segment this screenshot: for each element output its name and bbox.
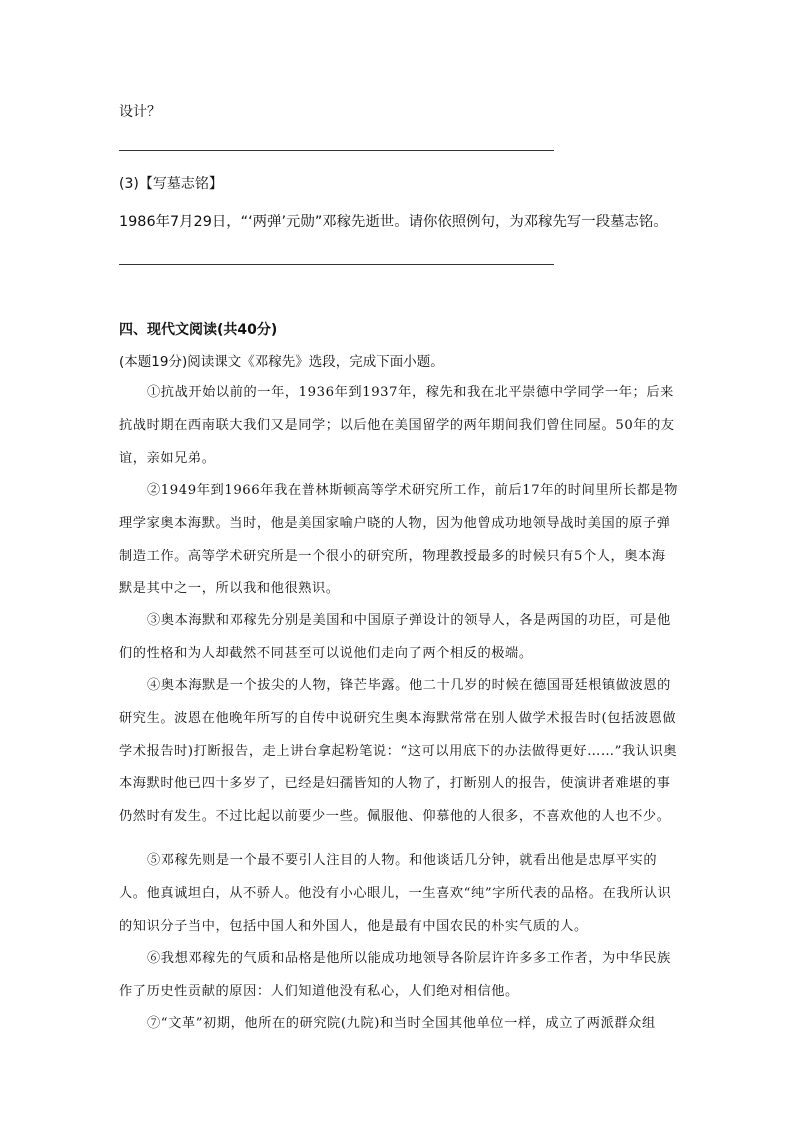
answer-line-1[interactable] bbox=[119, 150, 554, 151]
section-4-title: 四、现代文阅读(共40分) bbox=[119, 322, 278, 338]
passage-paragraph-3: ③奥本海默和邓稼先分别是美国和中国原子弹设计的领导人，各是两国的功臣，可是他们的性格和为人却截然不同甚至可以说他们走向了两个相反的极端。 bbox=[119, 613, 671, 661]
passage-paragraph-5: ⑤邓稼先则是一个最不要引人注目的人物。和他谈话几分钟，就看出他是忠厚平实的人。他真诚坦白，从不骄人。他没有小心眼儿，一生喜欢“纯”字所代表的品格。在我所认识的知识分子当中，包括中国人和外国人，他是最有中国农民的朴实气质的人。 bbox=[119, 853, 672, 934]
passage-paragraph-4: ④奥本海默是一个拔尖的人物，锋芒毕露。他二十几岁的时候在德国哥廷根镇做波恩的研究生。波恩在他晚年所写的自传中说研究生奥本海默常常在别人做学术报告时(包括波恩做学术报告时)打断报告，走上讲台拿起粉笔说：“这可以用底下的办法做得更好……”我认识奥本海默时他已四十多岁了，已经是妇孺皆知的人物了，打断别人的报告，使演讲者难堪的事仍然时有发生。不过比起以前要少一些。佩服他、仰慕他的人很多，不喜欢他的人也不少。 bbox=[119, 678, 678, 825]
section-4-instruction: (本题19分)阅读课文《邓稼先》选段，完成下面小题。 bbox=[119, 354, 444, 370]
question-tail: 设计？ bbox=[119, 104, 161, 120]
passage-paragraph-7: ⑦“文革”初期，他所在的研究院(九院)和当时全国其他单位一样，成立了两派群众组 bbox=[147, 1016, 656, 1031]
sub-question-3-label: (3)【写墓志铭】 bbox=[119, 176, 223, 192]
answer-line-2[interactable] bbox=[119, 264, 554, 265]
passage-paragraph-1: ①抗战开始以前的一年，1936年到1937年，稼先和我在北平崇德中学同学一年；后来抗战时期在西南联大我们又是同学；以后他在美国留学的两年期间我们曾住同屋。50年的友谊，亲如兄弟。 bbox=[119, 385, 675, 466]
sub-question-3-prompt: 1986年7月29日，“‘两弹’元勋”邓稼先逝世。请你依照例句，为邓稼先写一段墓志铭。 bbox=[119, 214, 668, 230]
passage-paragraph-6: ⑥我想邓稼先的气质和品格是他所以能成功地领导各阶层许许多多工作者，为中华民族作了历史性贡献的原因：人们知道他没有私心，人们绝对相信他。 bbox=[119, 951, 671, 999]
passage-paragraph-2: ②1949年到1966年我在普林斯顿高等学术研究所工作，前后17年的时间里所长都是物理学家奥本海默。当时，他是美国家喻户晓的人物，因为他曾成功地领导战时美国的原子弹制造工作。高等学术研究所是一个很小的研究所，物理教授最多的时候只有5个人，奥本海默是其中之一，所以我和他很熟识。 bbox=[119, 483, 679, 597]
